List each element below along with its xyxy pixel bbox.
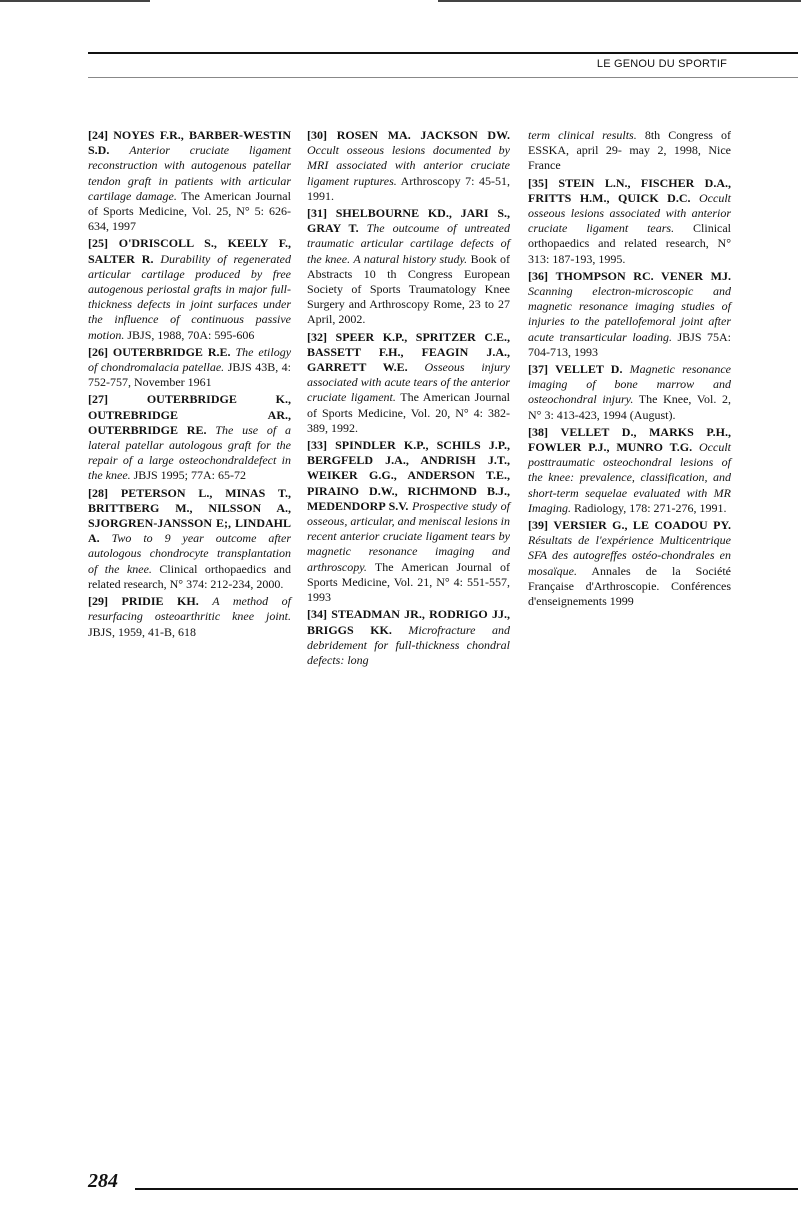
reference-number: [26] [88,344,108,359]
reference-title: Scanning electron-microscopic and magnetic resonance imaging studies of injuries to the patellofemoral joint after acute transarticular loading. [528,284,731,344]
reference-authors: O'DRISCOLL S., KEELY F., SALTER R. [88,236,291,266]
reference-authors: PETERSON L., MINAS T., BRITTBERG M., NILSSON A., SJORGREN-JANSSON E;, LINDAHL A. [88,485,291,546]
header-rule-thin [88,77,798,78]
reference-authors: VERSIER G., LE COADOU PY. [553,518,732,533]
reference-source: Annales de la Société Française d'Arthroscopie. Conférences d'enseignements 1999 [528,563,731,609]
reference-number: [27] [88,392,108,407]
reference-title: The etilogy of chondromalacia patellae. [88,344,292,375]
reference-source: Arthroscopy 7: 45-51, 1991. [307,173,510,203]
reference-title: Osseous injury associated with acute tears of the anterior cruciate ligament. [307,360,511,405]
reference-authors: PRIDIE KH. [121,594,199,609]
reference-title: The use of a lateral patellar autologous graft for the repair of a large osteochondraldefect in the knee. [88,422,291,483]
reference-number: [25] [88,236,108,251]
reference-title: term clinical results. [528,128,637,142]
reference-entry [88,392,291,483]
page-number: 284 [88,1170,118,1192]
reference-number: [30] [307,128,327,142]
reference-title: Magnetic resonance imaging of bone marrow and osteochondral injury. [528,362,732,407]
reference-title: Durability of regenerated articular cartilage produced by free autogenous periostal grafts in major full-thickness defects in joint surfaces under the influence of continuous passive motion. [88,251,291,342]
reference-entry [307,607,510,668]
reference-number: [33] [307,438,327,453]
reference-title: A method of resurfacing osteoarthritic knee joint. [88,594,292,624]
reference-title: Occult osseous lesions associated with anterior cruciate ligament tears. [528,190,731,236]
reference-entry [307,330,510,436]
reference-source: Clinical orthopaedics and related research, N° 313: 187-193, 1995. [528,221,732,266]
running-head: LE GENOU DU SPORTIF [596,58,727,70]
reference-entry [88,345,291,391]
reference-column-1 [88,128,291,642]
reference-source: JBJS 1995; 77A: 65-72 [133,468,246,483]
reference-column-3 [528,128,731,611]
reference-number: [35] [528,175,548,190]
reference-number: [39] [528,518,548,533]
reference-title: Occult posttraumatic osteochondral lesions of the knee: prevalence, classification, and short-term sequelae evaluated with MR Imaging. [528,440,731,515]
reference-authors: SPINDLER K.P., SCHILS J.P., BERGFELD J.A., ANDRISH J.T., WEIKER G.G., ANDERSON T.E., PIRAINO D.W., RICHMOND B.J., MEDENDORP S.V. [307,438,510,513]
reference-source: The American Journal of Sports Medicine, Vol. 20, N° 4: 382-389, 1992. [307,390,510,435]
reference-source: The American Journal of Sports Medicine, Vol. 25, N° 5: 626-634, 1997 [88,188,291,234]
top-edge-rule-right [438,0,801,2]
reference-authors: VELLET D. [555,362,623,377]
reference-source: The American Journal of Sports Medicine, Vol. 21, N° 4: 551-557, 1993 [307,559,510,605]
reference-source: JBJS 75A: 704-713, 1993 [528,329,731,359]
reference-source: Radiology, 178: 271-276, 1991. [574,500,727,515]
reference-source: JBJS 43B, 4: 752-757, November 1961 [88,360,292,390]
reference-entry [307,438,510,605]
reference-number: [34] [307,607,327,622]
reference-authors: ROSEN MA. JACKSON DW. [336,128,510,142]
top-edge-rule-left [0,0,150,2]
reference-entry [307,206,510,328]
reference-title: Anterior cruciate ligament reconstruction with autogenous patellar tendon graft in patients with articular cartilage damage. [88,143,291,203]
reference-entry [528,128,731,174]
reference-authors: THOMPSON RC. VENER MJ. [555,268,731,283]
reference-source: JBJS, 1959, 41-B, 618 [88,624,197,639]
reference-authors: SHELBOURNE KD., JARI S., GRAY T. [307,206,511,236]
reference-column-2 [307,128,510,670]
reference-entry [307,128,510,204]
reference-number: [31] [307,206,327,221]
reference-authors: OUTERBRIDGE R.E. [112,344,231,359]
reference-entry [528,518,731,609]
reference-source: The Knee, Vol. 2, N° 3: 413-423, 1994 (August). [528,392,731,422]
reference-authors: OUTERBRIDGE K., OUTREBRIDGE AR., OUTERBRIDGE RE. [88,392,291,437]
reference-entry [88,594,291,640]
reference-authors: STEIN L.N., FISCHER D.A., FRITTS H.M., QUICK D.C. [528,175,731,205]
reference-entry [88,128,291,234]
reference-title: Two to 9 year outcome after autologous chondrocyte transplantation of the knee. [88,531,292,576]
reference-entry [528,425,731,516]
footer-rule [135,1188,798,1190]
reference-number: [36] [528,268,548,283]
header-rule [88,52,798,54]
reference-entry [528,362,731,423]
reference-entry [528,176,731,267]
reference-source: JBJS, 1988, 70A: 595-606 [127,327,255,342]
reference-number: [37] [528,362,548,377]
reference-title: Occult osseous lesions documented by MRI associated with anterior cruciate ligament ruptures. [307,143,510,188]
reference-title: Prospective study of osseous, articular, and meniscal lesions in recent anterior cruciate ligament tears by magnetic resonance imaging and arthroscopy. [307,498,510,574]
reference-number: [24] [88,128,108,142]
reference-authors: SPEER K.P., SPRITZER C.E., BASSETT F.H., FEAGIN J.A., GARRETT W.E. [307,329,510,375]
reference-authors: VELLET D., MARKS P.H., FOWLER P.J., MUNRO T.G. [528,424,731,455]
reference-authors: STEADMAN JR., RODRIGO JJ., BRIGGS KK. [307,607,510,637]
reference-number: [28] [88,485,108,500]
reference-number: [38] [528,424,548,439]
reference-number: [32] [307,329,327,344]
reference-entry [88,236,291,342]
reference-source: Book of Abstracts 10 th Congress European Society of Sports Traumatology Knee Surgery and Arthroscopy Rome, 23 to 27 April, 2002. [307,251,511,327]
reference-authors: NOYES F.R., BARBER-WESTIN S.D. [88,128,292,158]
reference-title: Résultats de l'expérience Multicentrique SFA des autogreffes ostéo-chondrales en mosaïque. [528,533,731,578]
reference-number: [29] [88,594,108,609]
reference-entry [528,269,731,360]
reference-entry [88,486,291,592]
reference-title: Microfracture and debridement for full-thickness chondral defects: long [307,622,510,667]
reference-title: The outcoume of untreated traumatic articular cartilage defects of the knee. A natural history study. [307,221,511,266]
reference-source: 8th Congress of ESSKA, april 29- may 2, 1998, Nice France [528,128,732,173]
reference-source: Clinical orthopaedics and related research, N° 374: 212-234, 2000. [88,561,292,591]
